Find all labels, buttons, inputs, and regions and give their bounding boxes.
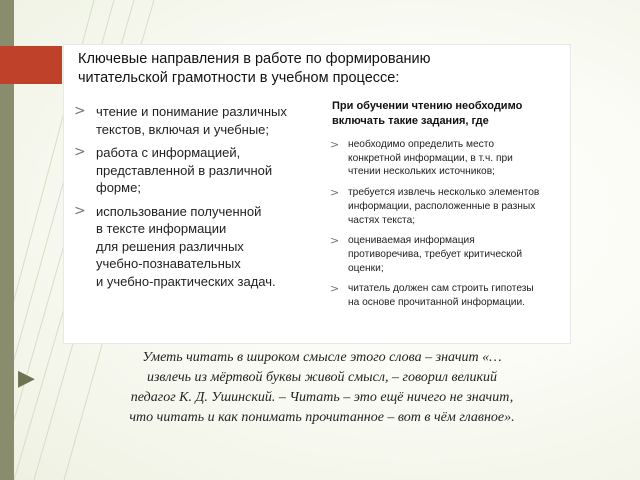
chevron-right-icon: > bbox=[330, 234, 340, 248]
list-item-text: информации, расположенные в разных bbox=[348, 200, 536, 212]
list-item-text: представленной в различной bbox=[96, 162, 273, 178]
chevron-right-icon: > bbox=[330, 138, 340, 151]
list-item bbox=[330, 282, 568, 309]
list-item bbox=[74, 203, 310, 291]
quote-line: Уметь читать в широком смысле этого слова – значит «… bbox=[142, 350, 502, 365]
slide-bullet-icon: ▶ bbox=[18, 366, 35, 391]
list-item-text: для решения различных bbox=[96, 238, 244, 254]
directions-list bbox=[74, 103, 310, 296]
list-item-text: оцениваемая информация bbox=[348, 235, 475, 247]
content-panel bbox=[63, 44, 571, 344]
chevron-right-icon: > bbox=[74, 144, 86, 160]
quote-line: извлечь из мёртвой буквы живой смысл, – говорил великий bbox=[146, 370, 498, 385]
list-item-text: оценки; bbox=[348, 262, 384, 274]
list-item-text: необходимо определить место bbox=[348, 139, 494, 150]
list-item-text: использование полученной bbox=[96, 203, 262, 219]
tasks-heading-line: При обучении чтению необходимо bbox=[332, 100, 523, 112]
tasks-heading bbox=[330, 99, 568, 128]
list-item bbox=[330, 234, 568, 275]
quote-line: что читать и как понимать прочитанное – вот в чём главное». bbox=[129, 410, 515, 425]
list-item-text: требуется извлечь несколько элементов bbox=[348, 187, 540, 199]
panel-title-line: Ключевые направления в работе по формированию bbox=[78, 51, 431, 67]
list-item-text: работа с информацией, bbox=[96, 145, 241, 160]
chevron-right-icon: > bbox=[74, 202, 86, 219]
list-item-text: противоречива, требует критической bbox=[348, 248, 523, 260]
tasks-heading-line: включать такие задания, где bbox=[332, 114, 489, 127]
tasks-list bbox=[330, 99, 568, 317]
panel-title-line: читательской грамотности в учебном процессе: bbox=[78, 70, 400, 86]
list-item-text: форме; bbox=[96, 180, 141, 195]
chevron-right-icon: > bbox=[330, 186, 340, 200]
list-item-text: конкретной информации, в т.ч. при bbox=[348, 152, 513, 164]
title-accent-bar bbox=[0, 46, 62, 84]
quote-line: педагог К. Д. Ушинский. – Читать – это ещё ничего не значит, bbox=[130, 390, 514, 405]
list-item-text: чтение и понимание различных bbox=[96, 104, 287, 119]
list-item-text: читатель должен сам строить гипотезы bbox=[348, 283, 534, 295]
list-item-text: учебно-познавательных bbox=[96, 256, 241, 271]
list-item-text: текстов, включая и учебные; bbox=[96, 121, 270, 137]
chevron-right-icon: > bbox=[330, 282, 340, 296]
list-item bbox=[74, 144, 310, 197]
ushinsky-quote bbox=[56, 348, 588, 428]
list-item-text: в тексте информации bbox=[96, 221, 227, 236]
list-item-text: и учебно-практических задач. bbox=[96, 273, 276, 289]
list-item-text: на основе прочитанной информации. bbox=[348, 297, 525, 309]
list-item-text: частях текста; bbox=[348, 214, 416, 226]
list-item bbox=[74, 103, 310, 138]
list-item bbox=[330, 186, 568, 227]
list-item-text: чтении нескольких источников; bbox=[348, 166, 495, 178]
list-item bbox=[330, 138, 568, 179]
chevron-right-icon: > bbox=[74, 103, 86, 119]
panel-title bbox=[78, 50, 558, 88]
